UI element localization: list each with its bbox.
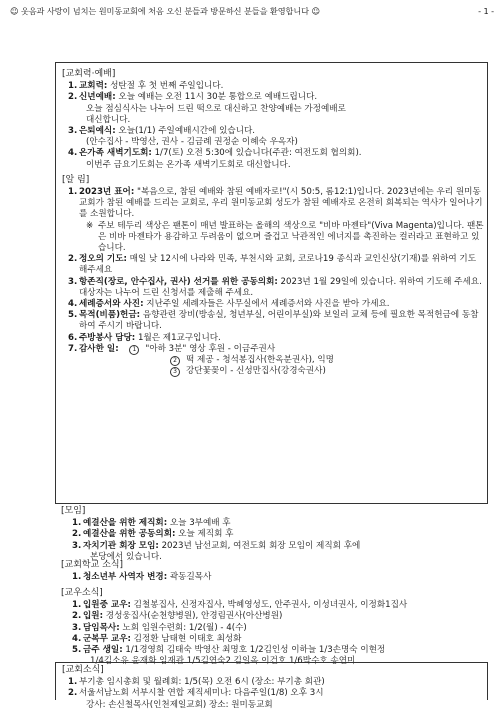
- item-body: [79, 333, 487, 344]
- list-item: [60, 623, 488, 634]
- item-number: 2.: [72, 529, 82, 540]
- notices-list-a: [56, 187, 487, 221]
- school-list: [60, 572, 488, 583]
- item-text: 2023년 남선교회, 여전도회 회장 모임이 제직회 후에: [158, 540, 361, 551]
- item-text: 경성웅집사(순천향병원), 안경림권사(아산병원): [103, 611, 283, 622]
- item-text: 1월은 제1교구입니다.: [135, 332, 221, 343]
- list-item: [56, 310, 487, 332]
- item-text: 오늘(1/1) 주일예배시간에 있습니다.: [115, 126, 256, 137]
- item-label: 예결산을 위한 제직회:: [83, 518, 168, 529]
- thanks-text: 강단꽃꽂이 - 신성만집사(강경숙권사): [186, 366, 326, 377]
- list-item: [60, 529, 488, 540]
- circled-number: 3: [170, 367, 180, 377]
- item-number: 3.: [68, 126, 78, 137]
- item-label: 예결산을 위한 공동의회:: [83, 529, 176, 540]
- item-body: [79, 187, 487, 221]
- item-number: 1.: [68, 677, 78, 688]
- item-body: [79, 277, 487, 299]
- list-item: [56, 299, 487, 310]
- item-continuation: 이번주 금요기도회는 온가족 새벽기도회로 대신합니다.: [86, 159, 291, 170]
- item-text: 1/7(토) 오전 5:30에 있습니다(주관: 여전도회 협의회).: [151, 148, 362, 159]
- list-item: [56, 333, 487, 344]
- item-continuation: (안수집사 - 박영산, 권사 - 김금례 권정순 이혜숙 우옥자): [86, 137, 298, 148]
- item-label: 교회력:: [79, 81, 108, 92]
- item-continuation: 1/4김소유 윤재화 임재관 1/5김연숙2 김일옥 이건호 1/6박수호 송연미: [90, 656, 356, 667]
- item-continuation: 강사: 손신철목사(인천제일교회) 장소: 원미동교회: [86, 699, 273, 710]
- list-item: [60, 518, 488, 529]
- item-body: [83, 529, 488, 540]
- item-body: [83, 623, 488, 634]
- meeting-section: [60, 506, 488, 563]
- list-item: [56, 277, 487, 299]
- item-body: [83, 518, 488, 529]
- item-text: 지난주일 세례자들은 사무실에서 세례증서와 사진을 받아 가세요.: [143, 299, 390, 310]
- item-text: 오늘 제직회 후: [175, 529, 234, 540]
- item-text: 성탄절 후 첫 번째 주일입니다.: [107, 81, 224, 92]
- school-section: [60, 560, 488, 583]
- list-item: [56, 148, 487, 159]
- item-number: 1.: [68, 81, 78, 92]
- worship-title: [교회력·예배]: [62, 69, 116, 79]
- item-label: 입원:: [83, 611, 104, 622]
- item-body: [83, 645, 488, 656]
- page-number: - 1 -: [478, 6, 494, 16]
- list-item: [56, 92, 487, 103]
- item-body: [79, 677, 487, 688]
- item-number: 5.: [72, 645, 82, 656]
- item-number: 2.: [68, 92, 78, 103]
- item-text: 노회 임원수련회: 1/2(월) - 4(수): [119, 622, 247, 633]
- notices-title: [알 림]: [62, 174, 90, 185]
- note-text: 주보 테두리 색상은 팬톤이 매년 발표하는 올해의 색상으로 "비바 마젠타"(Viva Magenta)입니다. 팬톤은 비바 마젠타가 용감하고 두려움이 없으며 즐겁고 낙관적인 에너지를 촉진하는 컬러라고 표현하고 있습니다.: [98, 220, 484, 254]
- item-continuation: 대신합니다.: [86, 114, 131, 125]
- item-continuation: 본당에서 있습니다.: [90, 551, 162, 562]
- item-label: 감사한 일:: [79, 343, 119, 354]
- item-label: 자치기관 회장 모임:: [83, 540, 159, 551]
- members-title: [교우소식]: [61, 588, 103, 598]
- item-number: 4.: [68, 299, 78, 310]
- item-number: 2.: [72, 611, 82, 622]
- notices-list-b: [56, 254, 487, 344]
- thanks-item: [56, 344, 487, 355]
- area-title: [교회소식]: [62, 665, 104, 675]
- item-label: 청소년부 사역자 변경:: [83, 572, 168, 583]
- item-number: 4.: [72, 633, 82, 644]
- item-text: 서울서남노회 서부시찰 연합 제직세미나: 다음주일(1/8) 오후 3시: [79, 688, 324, 699]
- item-text: 매일 낮 12시에 나라와 민족, 부천시와 교회, 코로나19 종식과 교인신상(기재)를 위하여 기도 해주세요: [79, 254, 477, 276]
- item-body: [79, 688, 487, 699]
- area-news-box: [55, 662, 488, 710]
- item-label: 주방봉사 담당:: [79, 332, 136, 343]
- list-item: [56, 688, 487, 699]
- item-number: 1.: [72, 518, 82, 529]
- list-item: [56, 677, 487, 688]
- item-text: 김철봉집사, 신정자집사, 박혜영성도, 안주권사, 이성녀권사, 이정화1집사: [130, 600, 408, 611]
- item-label: 군복무 교우:: [83, 633, 131, 644]
- item-label: 온가족 새벽기도회:: [79, 148, 152, 159]
- list-item: [60, 611, 488, 622]
- welcome-header: [10, 6, 494, 17]
- thanks-text: "아하 3분" 영상 후원 - 이금주권사: [145, 343, 276, 354]
- item-body: [79, 310, 487, 332]
- school-title: [교회학교 소식]: [61, 560, 124, 570]
- item-text: 곽동길목사: [167, 572, 212, 583]
- worship-section: [56, 63, 487, 171]
- item-body: [83, 600, 488, 611]
- item-label: 담임목사:: [83, 622, 120, 633]
- item-text: 1/1경영희 김태숙 박영산 최명호 1/2김인성 이하늘 1/3손명숙 이현정: [122, 645, 386, 656]
- list-item: [60, 645, 488, 656]
- item-body: [83, 541, 488, 552]
- item-label: 은퇴예식:: [79, 126, 116, 137]
- members-list: [60, 600, 488, 667]
- item-body: [79, 81, 487, 92]
- circled-number: 2: [170, 356, 180, 366]
- item-number: 2.: [68, 688, 78, 699]
- list-item: [56, 81, 487, 92]
- item-number: 6.: [68, 332, 78, 343]
- worship-list: [56, 81, 487, 171]
- item-text: "복음으로, 참된 예배와 참된 예배자로!"(시 50:5, 롬12:1)입니다. 2023년에는 우리 원미동 교회가 참된 예배를 드리는 교회로, 우리 원미동교회 성도가 참된 예배자로 온전히 회복되는 역사가 일어나기를 소원합니다.: [79, 187, 483, 220]
- meeting-list: [60, 518, 488, 563]
- list-item: [60, 541, 488, 552]
- item-number: 5.: [68, 310, 78, 321]
- note-item: [56, 221, 487, 255]
- thanks-row: [56, 355, 487, 366]
- item-body: [79, 92, 487, 103]
- notices-section: [56, 171, 487, 378]
- item-number: 7.: [68, 343, 78, 354]
- item-label: 입원중 교우:: [83, 600, 131, 611]
- note-mark: ※: [86, 220, 94, 231]
- item-number: 1.: [72, 600, 82, 611]
- item-label: 금주 생일:: [83, 645, 123, 656]
- thanks-row: [56, 366, 487, 377]
- item-label: 세례증서와 사진:: [79, 299, 144, 310]
- item-body: [79, 254, 487, 276]
- area-section: [56, 663, 487, 711]
- item-continuation: 오늘 점심식사는 나누어 드린 떡으로 대신하고 찬양예배는 가정예배로: [86, 103, 346, 114]
- item-label: 2023년 표어:: [79, 187, 135, 198]
- item-text: 김정환 남태현 이태호 최성화: [130, 633, 242, 644]
- item-label: 항존직(장로, 안수집사, 권사) 선거를 위한 공동의회:: [79, 276, 278, 287]
- thanks-text: 떡 제공 - 청석봉집사(한옥분권사), 익명: [186, 355, 334, 366]
- item-number: 2.: [68, 254, 78, 265]
- members-section: [60, 588, 488, 667]
- list-item: [60, 634, 488, 645]
- item-number: 3.: [68, 276, 78, 287]
- welcome-text: ☺ 웃음과 사랑이 넘치는 원미동교회에 처음 오신 분들과 방문하신 분들을 환영합니다 ☺: [10, 6, 320, 16]
- item-text: 오늘 예배는 오전 11시 30분 통합으로 예배드립니다.: [115, 92, 318, 103]
- item-number: 4.: [68, 148, 78, 159]
- list-item: [56, 126, 487, 137]
- area-list: [56, 677, 487, 711]
- list-item: [60, 600, 488, 611]
- item-text: 부기총 임시총회 및 월례회: 1/5(목) 오전 6시 (장소: 부기총 회관): [79, 677, 325, 688]
- list-item: [60, 572, 488, 583]
- item-number: 1.: [72, 572, 82, 583]
- item-number: 3.: [72, 540, 82, 551]
- item-body: [79, 299, 487, 310]
- item-body: [79, 126, 487, 137]
- item-body: [83, 634, 488, 645]
- main-notice-box: [55, 62, 488, 504]
- item-text: 오늘 3부예배 후: [167, 518, 231, 529]
- meeting-title: [모임]: [61, 506, 86, 516]
- item-label: 정오의 기도:: [79, 254, 127, 265]
- circled-number: 1: [129, 345, 139, 355]
- item-number: 1.: [68, 187, 78, 198]
- item-label: 목적(비품)헌금:: [79, 310, 141, 321]
- list-item: [56, 254, 487, 276]
- item-number: 3.: [72, 622, 82, 633]
- item-body: [83, 611, 488, 622]
- item-text: 음향관련 장비(방송실, 청년부실, 어린이부실)와 보일러 교체 등에 필요한 목적헌금에 동참하여 주시기 바랍니다.: [79, 310, 479, 332]
- item-label: 신년예배:: [79, 92, 116, 103]
- item-text: 2023년 1월 29일에 있습니다. 위하여 기도해 주세요. 대상자는 나누어 드린 신청서를 제출해 주세요.: [79, 276, 482, 298]
- item-body: [83, 572, 488, 583]
- item-body: [79, 148, 487, 159]
- list-item: [56, 187, 487, 221]
